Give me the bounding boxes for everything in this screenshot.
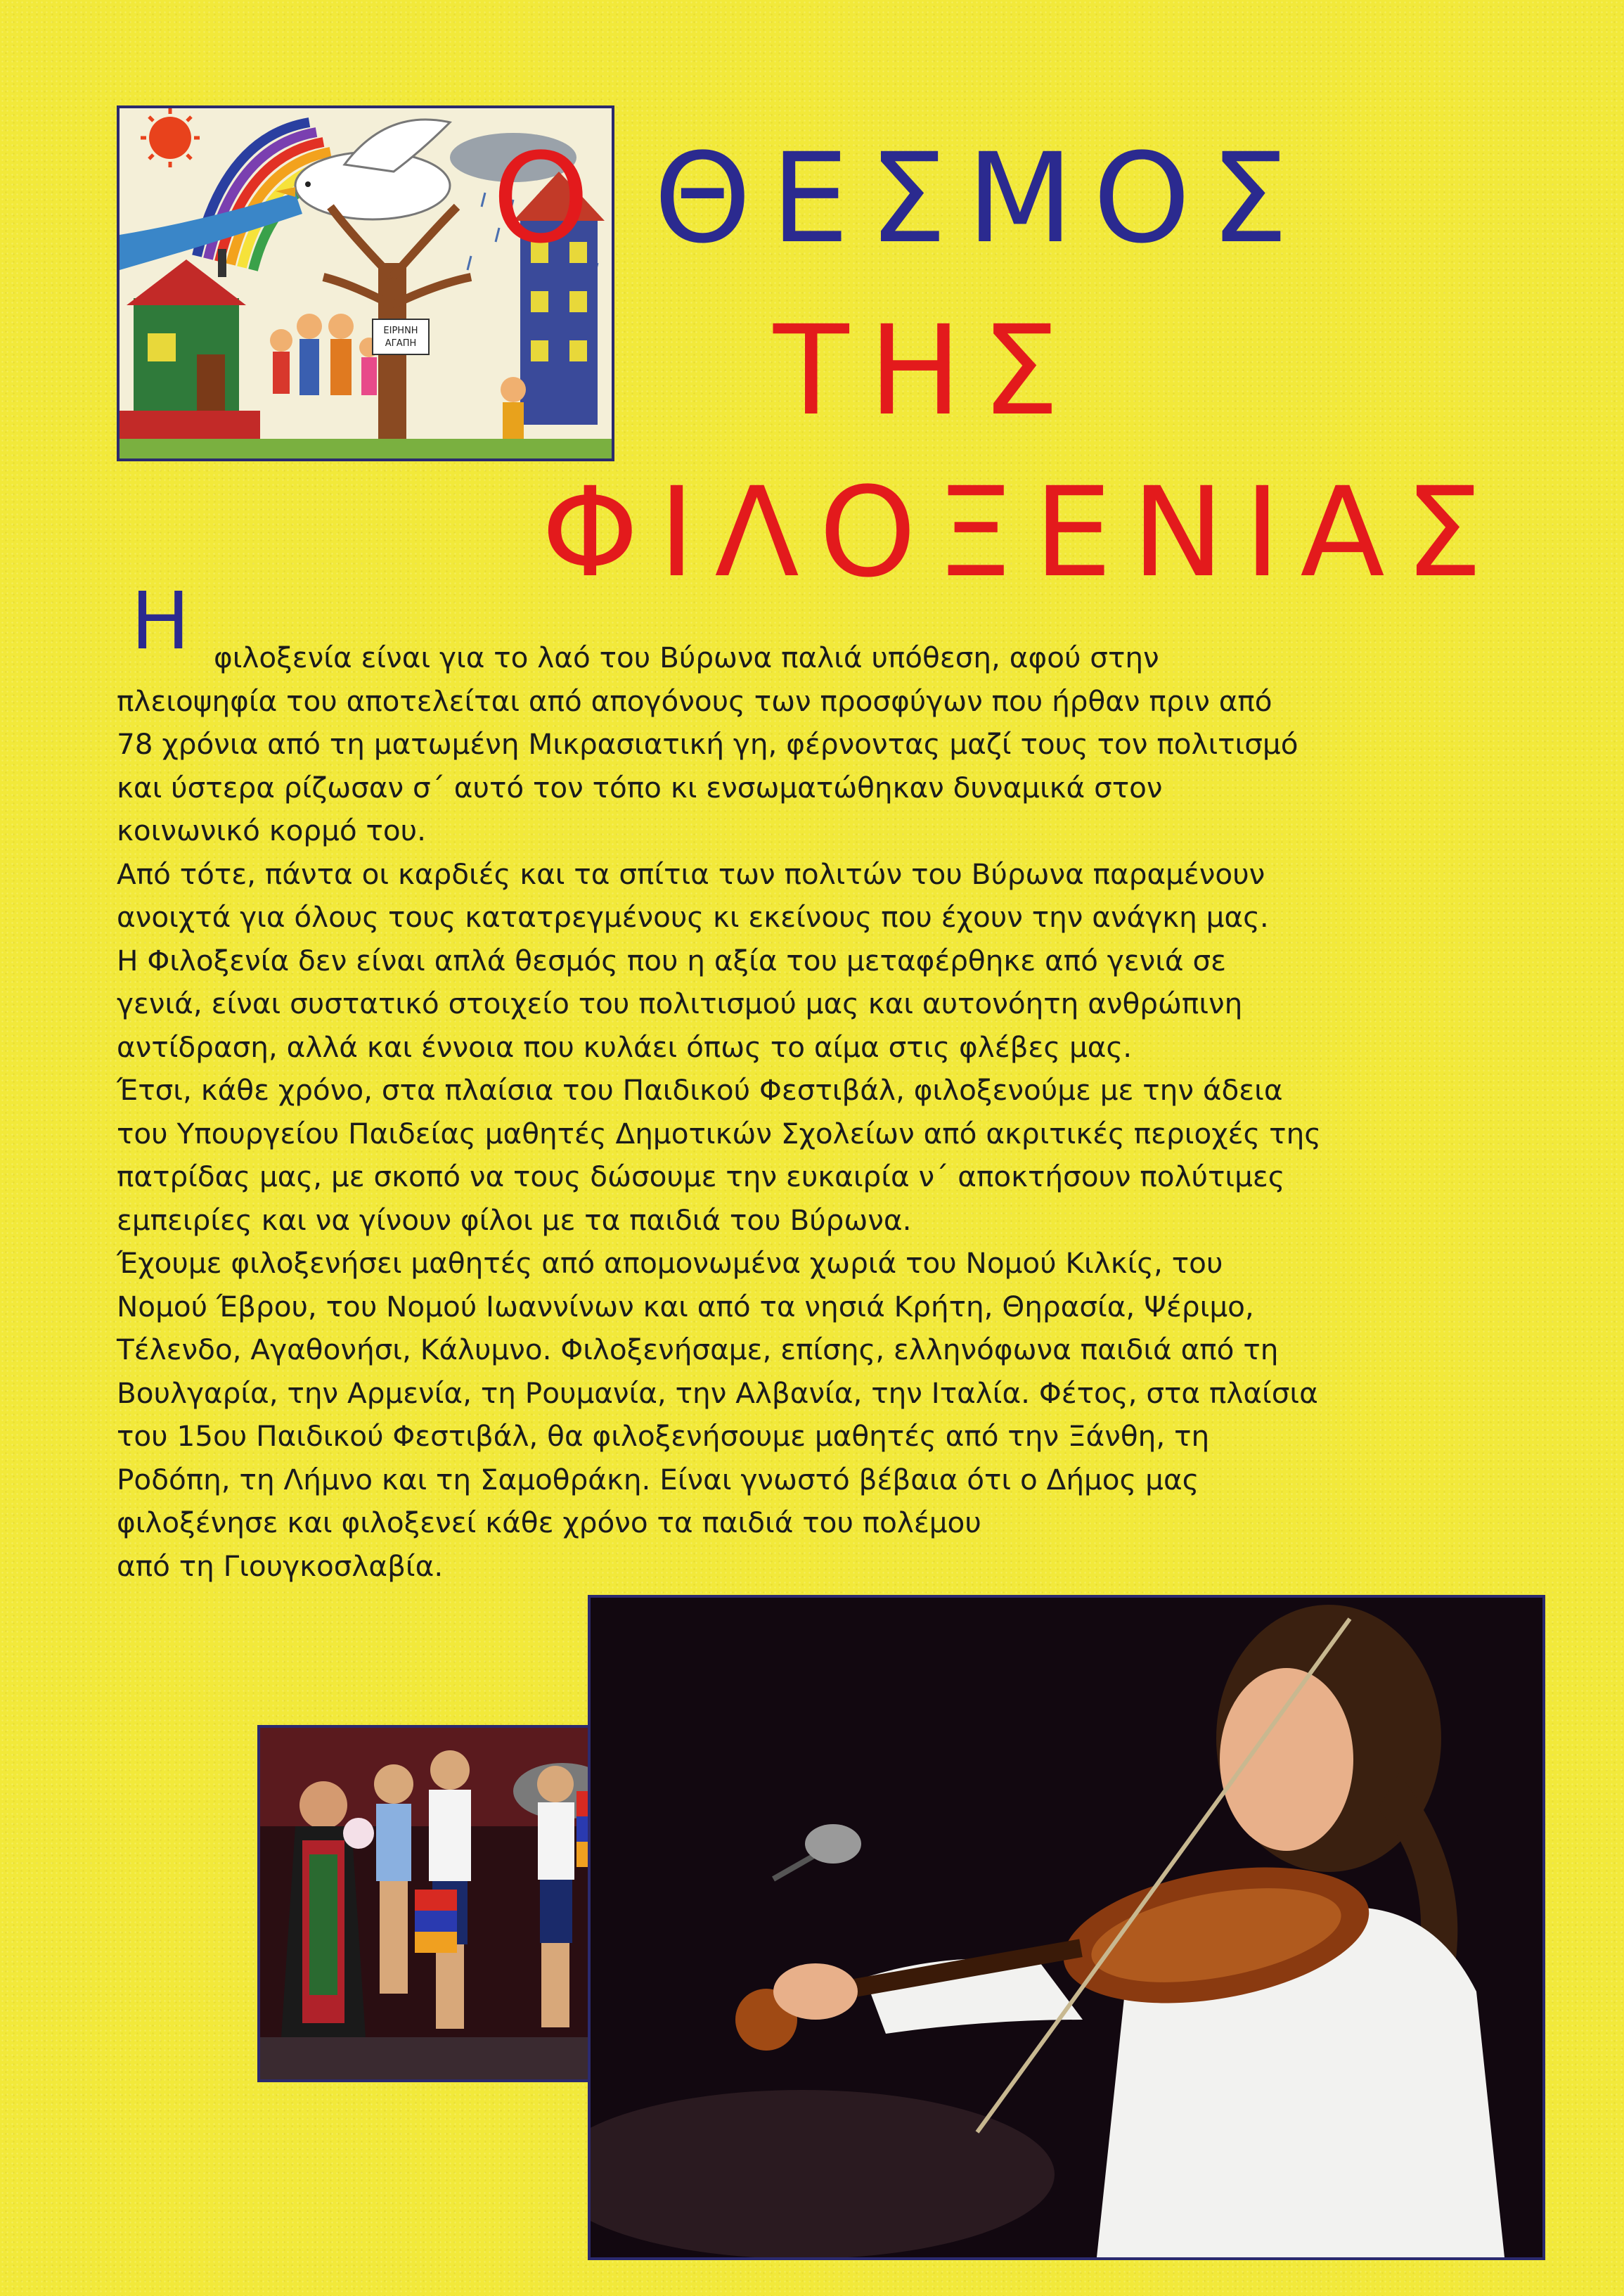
article-line: Τέλενδο, Αγαθονήσι, Κάλυμνο. Φιλοξενήσαμε, επίσης, ελληνόφωνα παιδιά από τη <box>117 1333 1279 1366</box>
placard-text-line1: ΕΙΡΗΝΗ <box>383 326 418 336</box>
drop-cap-letter: Η <box>131 576 191 667</box>
article-line: φιλοξενία είναι για το λαό του Βύρωνα παλιά υπόθεση, αφού στην <box>214 641 1159 674</box>
title-line-2: ΤΗΣ <box>773 299 1080 443</box>
article-line: Νομού Έβρου, του Νομού Ιωαννίνων και από τα νησιά Κρήτη, Θηρασία, Ψέριμο, <box>117 1289 1254 1323</box>
sun-shape <box>149 117 191 159</box>
title-line-1: ΘΕΣΜΟΣ <box>654 127 1308 271</box>
article-line: εμπειρίες και να γίνουν φίλοι με τα παιδιά του Βύρωνα. <box>117 1202 912 1237</box>
article-line: 78 χρόνια από τη ματωμένη Μικρασιατική γη, φέρνοντας μαζί τους τον πολιτισμό <box>117 727 1298 761</box>
article-line: και ύστερα ρίζωσαν σ΄ αυτό τον τόπο κι ενσωματώθηκαν δυναμικά στον <box>117 770 1163 804</box>
article-line: του Υπουργείου Παιδείας μαθητές Δημοτικών Σχολείων από ακριτικές περιοχές της <box>117 1116 1322 1150</box>
microphone-icon <box>805 1824 861 1864</box>
placard-shape <box>373 319 429 354</box>
article-line: Βουλγαρία, την Αρμενία, τη Ρουμανία, την Αλβανία, την Ιταλία. Φέτος, στα πλαίσια <box>117 1375 1318 1410</box>
article-line: πατρίδας μας, με σκοπό να τους δώσουμε την ευκαιρία ν΄ αποκτήσουν πολύτιμες <box>117 1160 1285 1193</box>
article-line: Ροδόπη, τη Λήμνο και τη Σαμοθράκη. Είναι γνωστό βέβαια ότι ο Δήμος μας <box>117 1462 1199 1496</box>
article-line: του 15ου Παιδικού Φεστιβάλ, θα φιλοξενήσουμε μαθητές από την Ξάνθη, τη <box>117 1419 1210 1453</box>
article-body <box>117 636 1474 1588</box>
article-line: ανοιχτά για όλους τους κατατρεγμένους κι εκείνους που έχουν την ανάγκη μας. <box>117 900 1269 934</box>
article-line: φιλοξένησε και φιλοξενεί κάθε χρόνο τα παιδιά του πολέμου <box>117 1506 981 1539</box>
article-line: πλειοψηφία του αποτελείται από απογόνους των προσφύγων που ήρθαν πριν από <box>117 684 1272 718</box>
title-line-3: ΦΙΛΟΞΕΝΙΑΣ <box>541 461 1502 605</box>
article-line: Από τότε, πάντα οι καρδιές και τα σπίτια των πολιτών του Βύρωνα παραμένουν <box>117 857 1265 891</box>
article-line: κοινωνικό κορμό του. <box>117 814 426 847</box>
girl-violin-photo <box>588 1595 1545 2260</box>
violin-photo-illustration <box>591 1598 1542 2257</box>
article-line: Έχουμε φιλοξενήσει μαθητές από απομονωμένα χωριά του Νομού Κιλκίς, του <box>117 1246 1223 1280</box>
title-first-letter: Ο <box>492 127 610 271</box>
article-line: Η Φιλοξενία δεν είναι απλά θεσμός που η αξία του μεταφέρθηκε από γενιά σε <box>117 943 1227 977</box>
placard-text-line2: ΑΓΑΠΗ <box>385 338 417 349</box>
article-line: Έτσι, κάθε χρόνο, στα πλαίσια του Παιδικού Φεστιβάλ, φιλοξενούμε με την άδεια <box>117 1073 1283 1107</box>
article-line: γενιά, είναι συστατικό στοιχείο του πολιτισμού μας και αυτονόητη ανθρώπινη <box>117 987 1243 1020</box>
article-line: από τη Γιουγκοσλαβία. <box>117 1548 444 1583</box>
article-line: αντίδραση, αλλά και έννοια που κυλάει όπως το αίμα στις φλέβες μας. <box>117 1030 1133 1064</box>
